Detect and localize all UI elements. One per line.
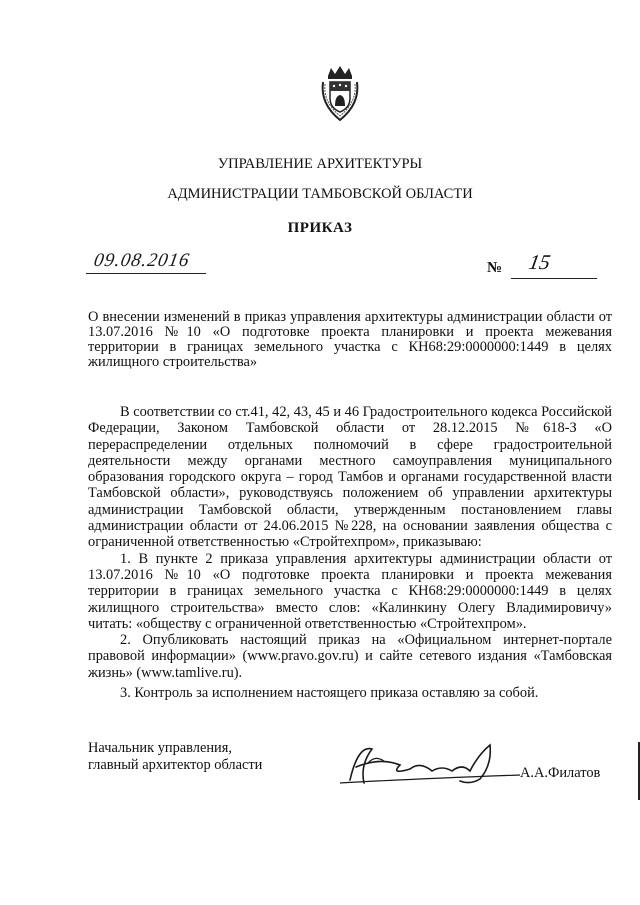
document-number-field (487, 250, 597, 280)
signatory-position-line2: главный архитектор области (88, 757, 263, 773)
number-underline (511, 278, 597, 279)
handwritten-number: 15 (526, 250, 553, 274)
order-item-3: 3. Контроль за исполнением настоящего приказа оставляю за собой. (120, 685, 539, 702)
signatory-position-line1: Начальник управления, (88, 740, 232, 756)
handwritten-signature (320, 735, 520, 795)
handwritten-date: 09.08.2016 (92, 250, 192, 271)
tambov-coat-of-arms-icon (318, 64, 362, 122)
order-item-2: 2. Опубликовать настоящий приказ на «Официальном интернет-портале правовой информации» (www.pravo.gov.ru) и сайте сетевого издания «Тамбовская жизнь» (www.tamlive.ru). (88, 632, 612, 681)
signatory-name: А.А.Филатов (520, 765, 601, 781)
date-underline (86, 273, 206, 274)
agency-name-line2: АДМИНИСТРАЦИИ ТАМБОВСКОЙ ОБЛАСТИ (167, 186, 473, 202)
document-type-title: ПРИКАЗ (287, 220, 353, 236)
preamble-paragraph: В соответствии со ст.41, 42, 43, 45 и 46 Градостроительного кодекса Российской Федерации, Законом Тамбовской области от 28.12.2015 №618-З «О перераспределении отдельных полномочий в сфере градостроительной деятельности между органами местного самоуправления муниципального образования городского округа – город Тамбов и органами государственной власти Тамбовской области», руководствуясь положением об управлении архитектуры администрации Тамбовской области, утвержденным постановлением главы администрации области от 24.06.2015 №228, на основании заявления общества с ограниченной ответственностью «Стройтехпром», приказываю: (88, 404, 612, 551)
number-sign: № (487, 260, 503, 276)
signatory-position (88, 740, 262, 774)
agency-name-line1: УПРАВЛЕНИЕ АРХИТЕКТУРЫ (217, 156, 423, 172)
document-subject: О внесении изменений в приказ управления архитектуры администрации области от 13.07.2016 №10 «О подготовке проекта планировки и проекта межевания территории в границах земельного участка с КН68:29:0000000:1449 в целях жилищного строительства» (88, 309, 612, 370)
document-body (88, 404, 612, 701)
order-item-1: 1. В пункте 2 приказа управления архитектуры администрации области от 13.07.2016 №10 «О подготовке проекта планировки и проекта межевания территории в границах земельного участка с КН68:29:0000000:1449 в целях жилищного строительства» вместо слов: «Калинкину Олегу Владимировичу» читать: «обществу с ограниченной ответственностью «Стройтехпром». (88, 550, 612, 632)
document-date-field (86, 252, 206, 274)
